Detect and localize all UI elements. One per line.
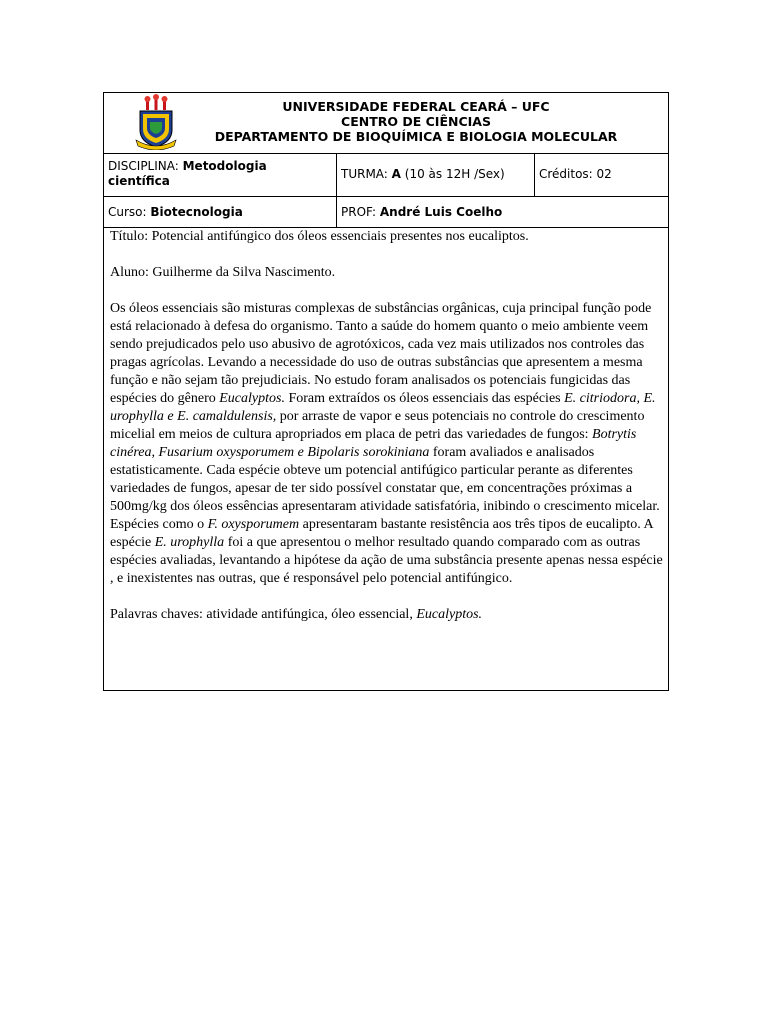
institution-header <box>103 92 669 153</box>
curso-cell <box>104 197 337 227</box>
author-line: Aluno: Guilherme da Silva Nascimento. <box>110 265 336 280</box>
prof-value: André Luis Coelho <box>379 205 503 219</box>
abstract-italic-5: E. urophylla <box>154 535 225 550</box>
abstract-text-6: foi a que apresentou o melhor resultado quando comparado com as outras espécies avaliadas, levantando a hipótese da ação de uma substância presente apenas nessa espécie , e inexistentes nas outras, que é responsável pelo potencial antifúngico. <box>110 535 663 586</box>
turma-cell <box>337 154 535 196</box>
turma-value: A <box>391 167 401 181</box>
prof-label: PROF: <box>341 205 380 219</box>
abstract-text-5: apresentaram bastante resistência aos três tipos de eucalipto. A espécie <box>110 517 653 550</box>
abstract-text-4: foram avaliados e analisados estatisticamente. Cada espécie obteve um potencial antifúgico particular perante as diferentes variedades de fungos, apesar de ter sido possível constatar que, em concentrações próximas a 500mg/kg dos óleos essências apresentaram atividade satisfatória, inibindo o crescimento micelar. Espécies como o <box>110 445 660 532</box>
course-info-row <box>103 153 669 196</box>
curso-label: Curso: <box>108 205 151 219</box>
abstract-text-3: por arraste de vapor e seus potenciais no controle do crescimento micelial em meios de cultura apropriados em placa de petri das variedades de fungos: <box>110 409 645 442</box>
department-name: DEPARTAMENTO DE BIOQUÍMICA E BIOLOGIA MOLECULAR <box>214 129 618 144</box>
abstract-italic-1: Eucalyptos. <box>219 391 285 406</box>
keywords-italic: Eucalyptos. <box>416 607 483 622</box>
abstract-paragraph <box>110 300 668 588</box>
turma-time: (10 às 12H /Sex) <box>400 167 505 181</box>
abstract-italic-2: E. citriodora, E. urophylla e E. camaldulensis, <box>110 391 656 424</box>
university-name: UNIVERSIDADE FEDERAL CEARÁ – UFC <box>282 99 550 114</box>
center-name: CENTRO DE CIÊNCIAS <box>341 114 491 129</box>
abstract-text-2: Foram extraídos os óleos essenciais das espécies <box>284 391 565 406</box>
abstract-italic-4: F. oxysporumem <box>207 517 300 532</box>
document-sheet <box>103 92 669 691</box>
disciplina-cell <box>104 154 337 196</box>
disciplina-label: DISCIPLINA: <box>108 159 183 173</box>
creditos-text: Créditos: 02 <box>539 167 612 181</box>
abstract-text-1: Os óleos essenciais são misturas complexas de substâncias orgânicas, cuja principal função pode está relacionado à defesa do organismo. Tanto a saúde do homem quanto o meio ambiente veem sendo prejudicados pelo uso abusivo de agrotóxicos, cada vez mais utilizados nos controles das pragas agrícolas. Levando a necessidade do uso de outras substâncias que apresentem a mesma função e não sejam tão prejudiciais. No estudo foram analisados os potenciais fungicidas das espécies do gênero <box>110 301 652 406</box>
curso-value: Biotecnologia <box>150 205 243 219</box>
creditos-cell <box>535 154 668 196</box>
title-line: Título: Potencial antifúngico dos óleos essenciais presentes nos eucaliptos. <box>110 229 529 244</box>
keywords-text: Palavras chaves: atividade antifúngica, óleo essencial, <box>110 607 417 622</box>
course-prof-row <box>103 196 669 227</box>
turma-label: TURMA: <box>341 167 392 181</box>
prof-cell <box>337 197 668 227</box>
keywords-line <box>110 606 668 624</box>
abstract-italic-3: Botrytis cinérea, Fusarium oxysporumem e Bipolaris sorokiniana <box>110 427 637 460</box>
abstract-box <box>103 227 669 691</box>
disciplina-value: Metodologia científica <box>108 159 267 188</box>
